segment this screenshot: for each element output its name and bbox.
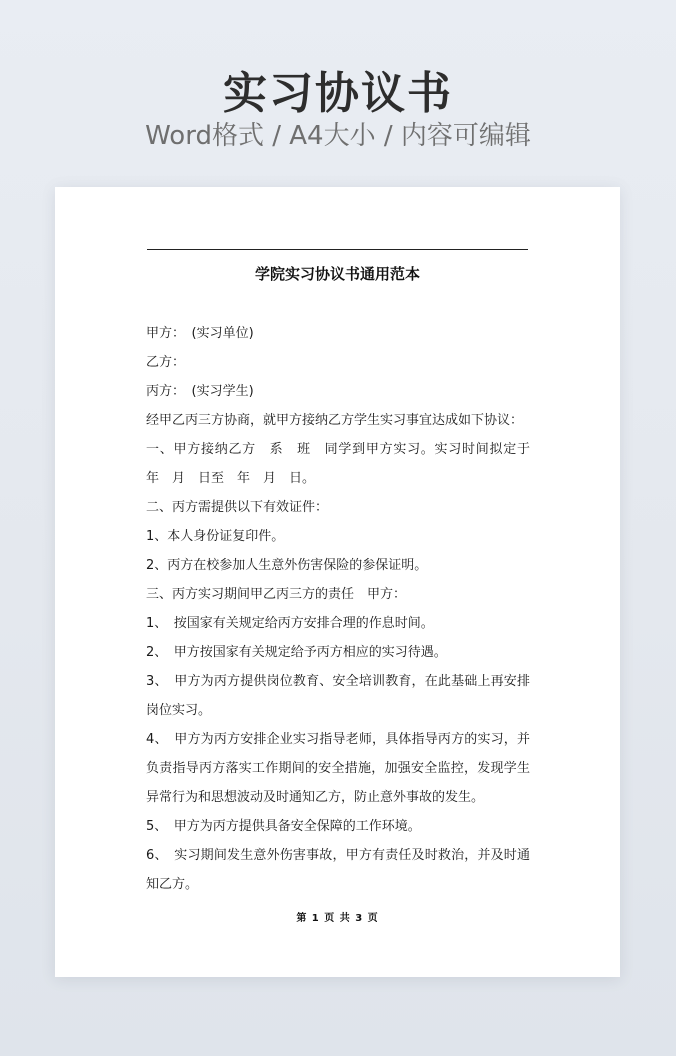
preamble-paragraph: 经甲乙丙三方协商，就甲方接纳乙方学生实习事宜达成如下协议：	[146, 413, 524, 428]
party-b-line: 乙方：	[146, 355, 186, 370]
clause-1-paragraph: 一、甲方接纳乙方 系 班 同学到甲方实习。实习时间拟定于 年 月 日至 年 月 日。	[146, 442, 544, 486]
document-title: 学院实习协议书通用范本	[254, 265, 420, 283]
clause-2-item-1: 1、本人身份证复印件。	[146, 529, 285, 544]
header-rule	[147, 249, 528, 250]
clause-3-item-5: 5、 甲方为丙方提供具备安全保障的工作环境。	[146, 819, 421, 834]
party-a-line: 甲方： (实习单位)	[146, 326, 254, 341]
page-number-footer: 第 1 页 共 3 页	[296, 913, 379, 924]
hero-subtitle: Word格式 / A4大小 / 内容可编辑	[145, 121, 531, 151]
document-body	[146, 319, 544, 899]
party-c-line: 丙方： (实习学生)	[146, 384, 254, 399]
hero-title: 实习协议书	[223, 68, 453, 119]
clause-3-heading: 三、丙方实习期间甲乙丙三方的责任 甲方：	[146, 587, 407, 602]
clause-3-item-1: 1、 按国家有关规定给丙方安排合理的作息时间。	[146, 616, 434, 631]
clause-3-item-3: 3、 甲方为丙方提供岗位教育、安全培训教育，在此基础上再安排岗位实习。	[146, 674, 530, 718]
clause-2-heading: 二、丙方需提供以下有效证件：	[146, 500, 329, 515]
clause-3-item-6: 6、 实习期间发生意外伤害事故，甲方有责任及时救治，并及时通知乙方。	[146, 848, 530, 892]
clause-3-item-4: 4、 甲方为丙方安排企业实习指导老师，具体指导丙方的实习，并负责指导丙方落实工作期间的安全措施，加强安全监控，发现学生异常行为和思想波动及时通知乙方，防止意外事故的发生。	[146, 732, 530, 805]
clause-3-item-2: 2、 甲方按国家有关规定给予丙方相应的实习待遇。	[146, 645, 447, 660]
document-page	[55, 187, 620, 977]
clause-2-item-2: 2、丙方在校参加人生意外伤害保险的参保证明。	[146, 558, 428, 573]
